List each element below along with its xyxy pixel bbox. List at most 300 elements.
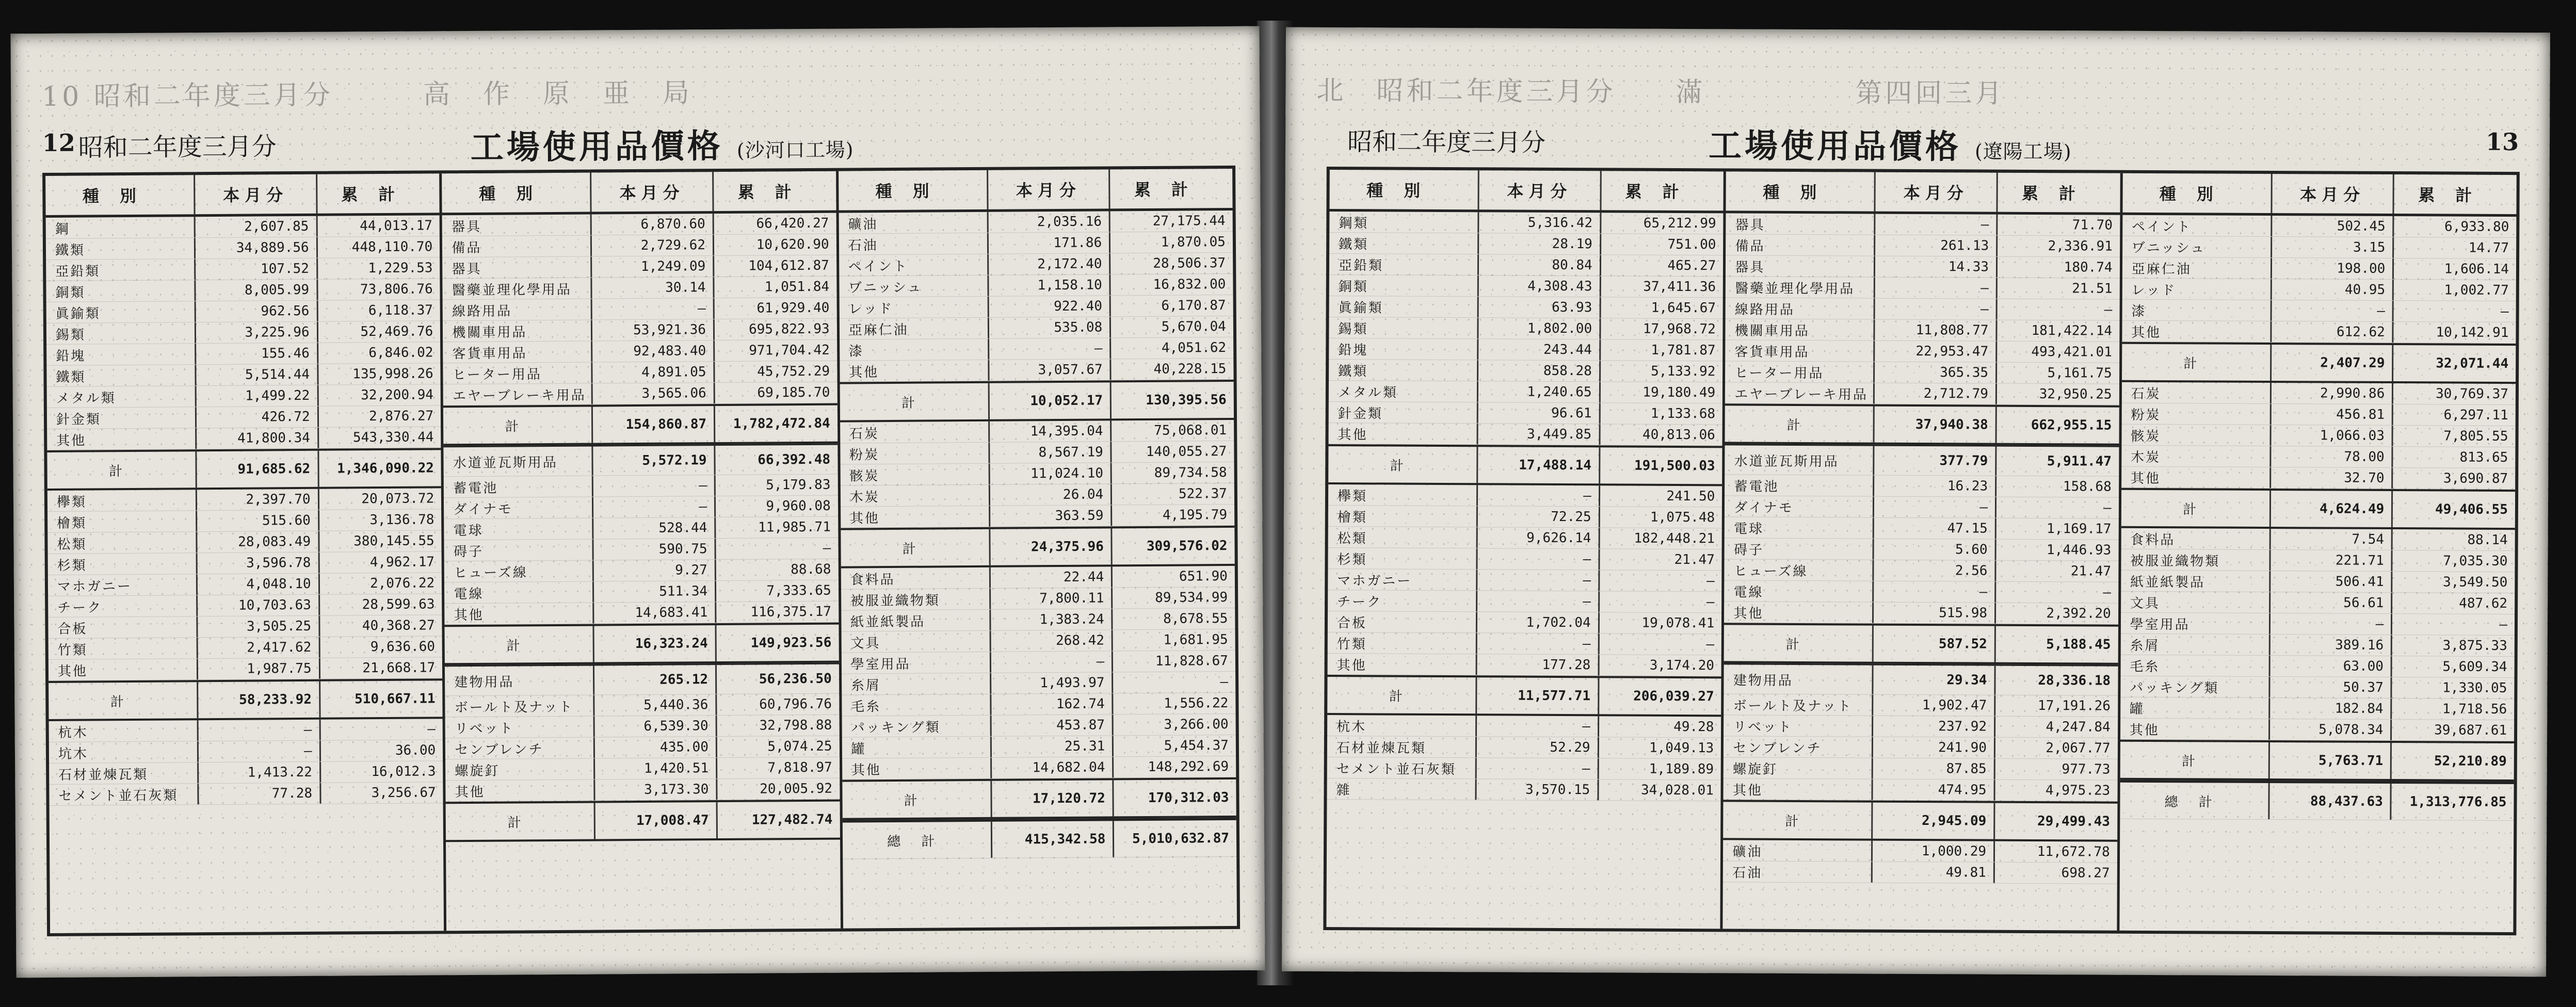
row-monthly-value: 11,577.71 (1477, 677, 1599, 714)
row-category: 總計 (2120, 783, 2269, 819)
row-cumulative-value: 19,078.41 (1641, 615, 1715, 631)
row-category: 其他 (1724, 602, 1874, 623)
row-monthly-value: 5,514.44 (196, 364, 318, 385)
table-row (1726, 319, 2119, 342)
row-category: リベット (1724, 715, 1873, 736)
row-category: 電線 (444, 582, 594, 604)
row-cumulative-value: 61,929.40 (756, 300, 830, 316)
row-monthly-value: 16,323.24 (594, 625, 717, 662)
row-category: 糸屑 (2120, 634, 2270, 655)
row-cumulative-value: 651.90 (1179, 569, 1228, 584)
row-category: 石材並煉瓦類 (49, 762, 199, 784)
row-cumulative-value: 135,998.26 (352, 366, 433, 382)
row-monthly-value: — (1478, 485, 1600, 506)
row-cumulative-value: 32,798.88 (759, 717, 832, 734)
table-row (842, 693, 1236, 717)
ledger-table (1323, 167, 2519, 935)
table-row (1723, 861, 2117, 884)
row-monthly-value: 8,005.99 (196, 280, 318, 301)
row-category: 鐵類 (46, 365, 196, 386)
row-monthly-value: — (593, 496, 716, 517)
table-row (1725, 559, 2119, 582)
table-row (46, 257, 440, 281)
row-category: 其他 (1724, 778, 1873, 800)
row-category: 錫類 (46, 322, 196, 344)
table-row (1724, 580, 2118, 603)
row-category: 線路用品 (443, 299, 592, 321)
page-header (1316, 112, 2519, 167)
table-row (443, 298, 837, 321)
row-monthly-value: — (1477, 758, 1599, 779)
row-monthly-value: — (1477, 591, 1600, 612)
row-monthly-value: 3,173.30 (595, 779, 718, 800)
column-header-cumulative: 累計 (2021, 183, 2097, 204)
table-row (1725, 475, 2118, 497)
table-row (1725, 382, 2119, 405)
subtotal-row (1724, 623, 2118, 664)
row-monthly-value: 474.95 (1873, 779, 1995, 801)
row-cumulative-value: 19,180.49 (1643, 384, 1716, 401)
table-row (841, 629, 1235, 653)
row-monthly-value: 1,420.51 (595, 758, 717, 779)
table-row (1726, 277, 2120, 299)
row-monthly-value: 162.74 (991, 693, 1114, 714)
row-monthly-value: 88,437.63 (2269, 783, 2392, 820)
factory-name: (沙河口工場) (736, 138, 854, 162)
table-row (1329, 317, 1722, 340)
row-monthly-value: 32.70 (2271, 467, 2393, 489)
table-row (2121, 382, 2515, 405)
table-row (1724, 715, 2117, 738)
table-row (2121, 425, 2516, 447)
row-cumulative-value: 44,013.17 (360, 218, 433, 234)
row-cumulative-value: 7,805.55 (2443, 428, 2508, 445)
bleed-through-header: 北 昭和二年度三月分 滿 第四回三月 (1316, 75, 2005, 109)
row-monthly-value: 415,342.58 (992, 821, 1115, 857)
table-row (840, 462, 1234, 486)
row-monthly-value: 22,953.47 (1875, 341, 1998, 362)
row-cumulative-value: 10,620.90 (756, 236, 829, 253)
row-monthly-value: 14.33 (1875, 256, 1998, 278)
ledger-rows (1723, 213, 2120, 930)
row-cumulative-value: — (1706, 594, 1715, 610)
row-cumulative-value: 662,955.15 (2031, 417, 2112, 433)
fiscal-period: 昭和二年度三月分 (78, 132, 277, 163)
row-monthly-value: 5,078.34 (2270, 719, 2392, 740)
row-monthly-value: 5,572.19 (593, 446, 716, 475)
table-row (2121, 549, 2515, 572)
row-cumulative-value: 60,796.76 (759, 696, 832, 712)
row-category: 計 (1724, 625, 1874, 661)
row-cumulative-value: 4,051.62 (1161, 340, 1227, 356)
table-row (842, 672, 1236, 695)
row-cumulative-value: 7,035.30 (2443, 553, 2508, 570)
row-monthly-value: 7,800.11 (991, 588, 1113, 609)
row-monthly-value: 8,567.19 (990, 442, 1112, 463)
table-row (443, 319, 837, 343)
row-monthly-value: 2,945.09 (1873, 803, 1995, 839)
row-category: 鐵類 (1329, 360, 1478, 381)
row-category: 總計 (842, 822, 992, 859)
row-cumulative-value: 1,346,090.22 (336, 460, 434, 477)
row-category: 水道並瓦斯用品 (1725, 445, 1875, 475)
row-cumulative-value: 11,828.67 (1155, 653, 1228, 669)
row-cumulative-value: 52,210.89 (2434, 753, 2507, 769)
row-cumulative-value: 1,051.84 (764, 279, 830, 295)
row-cumulative-value: 40,368.27 (362, 618, 435, 634)
table-row (444, 496, 838, 519)
table-row (47, 427, 441, 450)
row-category: 合板 (1328, 611, 1477, 632)
table-row (839, 274, 1233, 298)
row-category: 竹類 (49, 638, 198, 659)
table-row (1724, 736, 2118, 759)
row-category: リベット (445, 717, 595, 738)
row-category: 被服並織物類 (2121, 549, 2271, 571)
table-row (1724, 694, 2118, 717)
column-header-row (839, 169, 1233, 213)
column-header-category: 種別 (1726, 171, 1876, 211)
row-monthly-value: 56.61 (2271, 592, 2393, 613)
row-monthly-value: 52.29 (1477, 737, 1599, 758)
row-monthly-value: 858.28 (1478, 360, 1601, 381)
row-monthly-value: 2,607.85 (196, 216, 318, 237)
subtotal-row (2121, 488, 2515, 530)
table-row (1329, 381, 1722, 403)
table-row (49, 657, 443, 681)
table-row (2121, 403, 2515, 426)
row-category: 罐 (842, 737, 991, 758)
row-cumulative-value: — (1706, 573, 1715, 589)
row-cumulative-value: — (427, 721, 436, 737)
table-row (46, 321, 441, 345)
row-category: 計 (445, 626, 594, 663)
row-cumulative-value: 8,678.55 (1163, 611, 1228, 627)
row-category: ヒューズ線 (1725, 559, 1874, 580)
row-cumulative-value: 448,110.70 (351, 239, 433, 255)
table-row (841, 505, 1235, 528)
page-number: 13 (2485, 127, 2519, 156)
row-monthly-value: 3,505.25 (198, 616, 320, 637)
table-row (1725, 361, 2119, 384)
row-monthly-value: 1,702.04 (1477, 612, 1600, 633)
subtotal-row (445, 623, 839, 665)
row-monthly-value: 502.45 (2272, 216, 2394, 237)
ledger-rows (839, 210, 1237, 929)
column-header-category: 種別 (45, 175, 196, 215)
row-category: 粉炭 (840, 443, 990, 464)
table-row (842, 714, 1236, 738)
row-cumulative-value: 5,010,632.87 (1132, 831, 1230, 847)
row-monthly-value: 87.85 (1873, 758, 1995, 779)
row-monthly-value: 2,417.62 (198, 637, 320, 658)
column-header-row (45, 173, 440, 218)
row-category: 鐵類 (1329, 233, 1479, 254)
row-category: 計 (1328, 446, 1478, 483)
row-category: 建物用品 (1724, 664, 1874, 694)
subtotal-row (446, 800, 840, 842)
row-monthly-value: 28.19 (1479, 233, 1601, 254)
row-category: ボールト及ナット (445, 695, 595, 717)
row-cumulative-value: 1,330.05 (2442, 680, 2507, 696)
row-cumulative-value: 56,236.50 (759, 671, 832, 687)
row-cumulative-value: 88.14 (2467, 532, 2508, 548)
ledger-panel (1326, 170, 1726, 929)
row-category: 礦油 (1723, 840, 1873, 861)
row-category: 機關車用品 (1726, 319, 1875, 340)
table-row (2121, 613, 2515, 636)
row-category: 松類 (1328, 527, 1478, 548)
row-monthly-value: 171.86 (989, 232, 1111, 253)
row-monthly-value: — (592, 298, 715, 319)
row-category: エヤーブレーキ用品 (443, 384, 593, 405)
table-row (839, 316, 1233, 340)
row-category: ボールト及ナット (1724, 694, 1874, 715)
grand-total-row (2120, 780, 2514, 821)
row-cumulative-value: 191,500.03 (1634, 458, 1715, 474)
row-category: 毛糸 (842, 694, 991, 716)
row-cumulative-value: 2,336.91 (2048, 238, 2113, 254)
table-row (840, 483, 1234, 507)
row-category: 合板 (48, 616, 198, 638)
row-category: 錫類 (1329, 317, 1478, 338)
row-cumulative-value: 1,645.67 (1651, 300, 1716, 316)
row-category: 學室用品 (841, 652, 991, 674)
row-category: 螺旋釘 (1724, 757, 1873, 778)
row-category: 杭木 (1327, 715, 1477, 736)
row-category: 檜類 (1328, 506, 1478, 527)
row-category: 漆 (840, 339, 989, 361)
row-category: パッキング類 (2120, 676, 2270, 697)
row-monthly-value: 5,440.36 (595, 694, 717, 716)
row-monthly-value: 511.34 (594, 581, 716, 602)
row-category: セメント並石灰類 (1327, 757, 1477, 778)
row-category: 計 (2121, 490, 2271, 527)
row-monthly-value: — (199, 720, 321, 741)
row-category: 學室用品 (2121, 613, 2271, 634)
row-monthly-value: 453.87 (991, 714, 1114, 736)
table-row (47, 509, 442, 533)
row-category: 電線 (1724, 580, 1874, 602)
row-category: 被服並織物類 (841, 589, 991, 610)
row-category: 石材並煉瓦類 (1327, 736, 1477, 757)
row-category: 客貨車用品 (443, 342, 592, 363)
row-monthly-value: 4,624.49 (2271, 491, 2393, 527)
row-cumulative-value: 20,005.92 (760, 781, 833, 797)
row-category: 器具 (442, 215, 592, 236)
row-monthly-value: 515.60 (197, 510, 319, 531)
row-category: 計 (1723, 802, 1873, 838)
row-cumulative-value: 30,769.37 (2435, 386, 2508, 402)
column-header-row (1726, 171, 2120, 215)
table-row (1329, 275, 1723, 298)
row-cumulative-value: 32,200.94 (361, 387, 434, 403)
row-monthly-value: 2.56 (1874, 560, 1997, 581)
row-monthly-value: 3,449.85 (1478, 424, 1601, 445)
row-cumulative-value: 5,454.37 (1164, 738, 1229, 754)
row-monthly-value: 50.37 (2270, 677, 2392, 698)
row-monthly-value: 1,987.75 (198, 658, 320, 679)
row-monthly-value: 3,596.78 (198, 553, 320, 574)
table-row (1327, 715, 1721, 738)
row-cumulative-value: 5,188.45 (2046, 637, 2111, 653)
row-category: 亞鉛類 (46, 259, 196, 281)
row-cumulative-value: 5,670.04 (1161, 319, 1227, 335)
row-category: 其他 (445, 603, 594, 625)
row-monthly-value: 25.31 (992, 736, 1114, 757)
table-row (1329, 233, 1723, 255)
table-row (839, 232, 1233, 255)
row-category: 檜類 (47, 511, 197, 532)
table-row (840, 359, 1234, 382)
column-header-category: 種別 (1329, 170, 1479, 209)
row-monthly-value: 92,483.40 (592, 340, 715, 362)
row-cumulative-value: 1,446.93 (2046, 542, 2112, 558)
row-category: ペイント (2122, 215, 2272, 236)
row-cumulative-value: 3,549.50 (2443, 574, 2508, 591)
row-monthly-value: 2,712.79 (1875, 383, 1997, 404)
row-category: センブレンチ (1724, 736, 1873, 757)
table-row (1724, 663, 2118, 695)
row-cumulative-value: — (2103, 584, 2111, 600)
table-row (840, 441, 1234, 465)
table-row (48, 615, 442, 639)
row-monthly-value: 80.84 (1479, 254, 1601, 275)
row-monthly-value: — (199, 741, 321, 762)
table-row (442, 234, 836, 258)
table-row (46, 215, 440, 239)
ledger-panel (2119, 173, 2517, 932)
row-cumulative-value: 9,636.60 (370, 639, 436, 655)
row-monthly-value: 22.44 (991, 566, 1113, 588)
row-monthly-value: 7.54 (2271, 529, 2393, 550)
row-cumulative-value: 3,136.78 (369, 512, 434, 528)
row-cumulative-value: — (2500, 303, 2509, 320)
row-monthly-value: 14,683.41 (594, 602, 717, 623)
table-row (1327, 778, 1720, 801)
row-category: チーク (48, 595, 198, 617)
row-monthly-value: 2,397.70 (197, 489, 319, 510)
row-monthly-value: 6,539.30 (595, 716, 717, 737)
row-monthly-value: 241.90 (1873, 737, 1995, 758)
row-cumulative-value: 3,875.33 (2442, 638, 2507, 654)
row-monthly-value: 1,902.47 (1874, 695, 1996, 716)
table-row (2120, 719, 2514, 741)
ledger-rows (442, 213, 841, 931)
row-monthly-value: 177.28 (1477, 654, 1600, 675)
table-row (2122, 236, 2516, 259)
row-monthly-value: 53,921.36 (592, 319, 715, 340)
column-header-monthly: 本月分 (1479, 170, 1602, 210)
row-cumulative-value: 37,411.36 (1643, 279, 1716, 295)
subtotal-row (2120, 740, 2514, 782)
table-row (1724, 778, 2118, 801)
row-monthly-value: 962.56 (196, 301, 318, 322)
table-row (48, 551, 442, 575)
table-row (1328, 590, 1721, 613)
table-row (1329, 254, 1723, 277)
row-monthly-value: 5,763.71 (2269, 742, 2392, 779)
row-category: ダイナモ (444, 497, 593, 519)
row-cumulative-value: 4,962.17 (369, 554, 435, 571)
row-category: 骸炭 (840, 464, 990, 485)
ledger-panel (45, 173, 446, 933)
subtotal-row (2122, 342, 2516, 384)
row-monthly-value: 91,685.62 (197, 451, 319, 488)
row-category: 計 (2122, 344, 2272, 381)
row-cumulative-value: 1,229.53 (368, 260, 433, 277)
row-category: 石油 (839, 233, 988, 255)
row-monthly-value: 24,375.96 (990, 528, 1113, 565)
table-row (444, 538, 839, 562)
row-monthly-value: 2,990.86 (2272, 383, 2394, 404)
row-category: 木炭 (2121, 446, 2271, 467)
row-cumulative-value: 6,933.80 (2444, 219, 2509, 235)
subtotal-row (840, 380, 1234, 423)
row-cumulative-value: 1,189.89 (1649, 761, 1714, 777)
left-page (10, 26, 1265, 978)
row-monthly-value: — (2272, 300, 2394, 321)
row-monthly-value: — (1477, 716, 1599, 737)
title-text: 工場使用品價格 (1708, 126, 1962, 167)
row-category: マホガニー (48, 574, 198, 596)
subtotal-row (443, 403, 838, 446)
row-cumulative-value: 104,612.87 (748, 257, 829, 274)
row-category: 電球 (1725, 517, 1874, 538)
table-row (1725, 496, 2119, 518)
table-row (49, 761, 443, 785)
table-row (2121, 446, 2515, 468)
row-monthly-value: 535.08 (989, 317, 1112, 338)
table-row (840, 337, 1234, 361)
row-cumulative-value: 2,067.77 (2046, 740, 2111, 756)
row-category: ヷニッシュ (839, 275, 989, 297)
row-cumulative-value: 6,170.87 (1161, 298, 1226, 314)
table-row (46, 236, 440, 260)
row-cumulative-value: 1,313,776.85 (2409, 794, 2507, 810)
row-monthly-value: 49.81 (1873, 862, 1995, 883)
row-category: 鉛塊 (46, 344, 196, 365)
table-row (445, 694, 840, 718)
table-row (1328, 654, 1721, 676)
table-row (1328, 632, 1721, 655)
row-cumulative-value: 88.68 (791, 561, 831, 578)
row-category: 糸屑 (842, 673, 991, 695)
row-monthly-value: — (1875, 299, 1998, 320)
table-row (1327, 757, 1721, 780)
row-cumulative-value: 7,333.65 (766, 582, 831, 599)
row-cumulative-value: 9,960.08 (766, 498, 831, 514)
row-category: 食料品 (841, 567, 990, 589)
table-row (443, 382, 838, 406)
table-row (2122, 321, 2516, 344)
table-row (445, 602, 839, 625)
column-header-monthly: 本月分 (2272, 174, 2394, 214)
row-monthly-value: 155.46 (196, 343, 318, 364)
table-row (443, 340, 837, 364)
row-category: 杉類 (48, 553, 198, 575)
row-monthly-value: 268.42 (991, 630, 1113, 651)
table-row (841, 651, 1235, 674)
column-header-monthly: 本月分 (591, 172, 714, 212)
row-monthly-value: 1,240.65 (1478, 381, 1601, 402)
table-row (46, 342, 441, 366)
ledger-panel (839, 169, 1237, 929)
table-row (1726, 255, 2119, 278)
row-cumulative-value: 181,422.14 (2031, 322, 2113, 339)
subtotal-row (842, 777, 1236, 820)
table-row (46, 363, 441, 387)
